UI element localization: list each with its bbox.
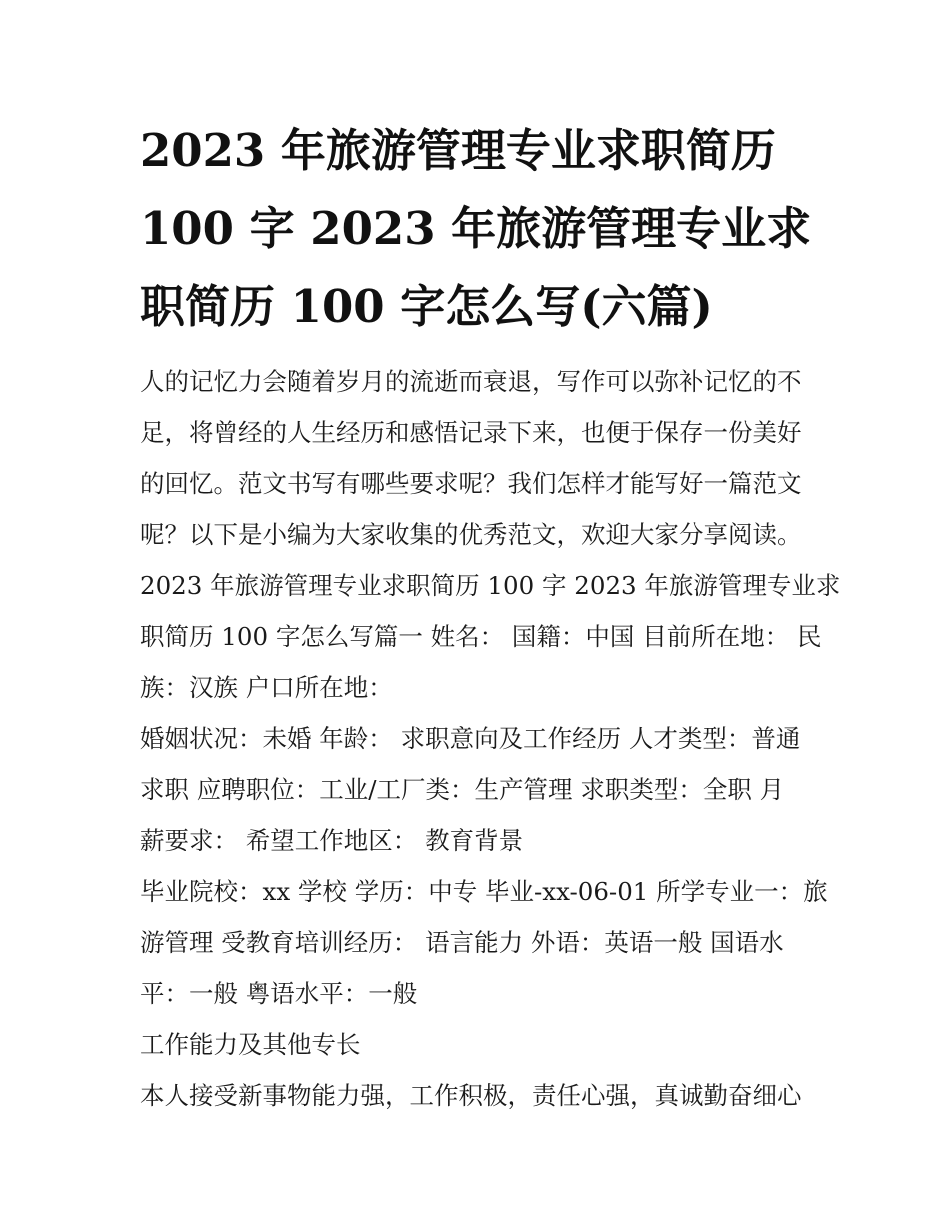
body-line-marital: 婚姻状况：未婚 年龄： 求职意向及工作经历 人才类型：普通 [140,724,801,753]
body-line-education-2: 游管理 受教育培训经历： 语言能力 外语：英语一般 国语水 [140,928,784,957]
body-line-skills-heading: 工作能力及其他专长 [140,1030,361,1059]
title-line-3: 职简历 100 字怎么写(六篇) [140,280,713,333]
body-line-intro-2: 足，将曾经的人生经历和感悟记录下来，也便于保存一份美好 [140,418,802,447]
body-line-education-1: 毕业院校：xx 学校 学历：中专 毕业-xx-06-01 所学专业一：旅 [140,877,828,906]
body-line-personal-2: 族：汉族 户口所在地： [140,673,393,702]
document-body [140,356,841,1121]
body-line-skills-text: 本人接受新事物能力强，工作积极，责任心强，真诚勤奋细心 [140,1081,802,1110]
body-line-intro-3: 的回忆。范文书写有哪些要求呢？我们怎样才能写好一篇范文 [140,469,802,498]
body-line-intro-1: 人的记忆力会随着岁月的流逝而衰退，写作可以弥补记忆的不 [140,367,802,396]
body-line-salary: 薪要求： 希望工作地区： 教育背景 [140,826,524,855]
title-line-1: 2023 年旅游管理专业求职简历 [140,124,776,177]
body-line-language: 平：一般 粤语水平：一般 [140,979,418,1008]
body-line-heading-1: 2023 年旅游管理专业求职简历 100 字 2023 年旅游管理专业求 [140,571,841,600]
body-line-intro-4: 呢？以下是小编为大家收集的优秀范文，欢迎大家分享阅读。 [140,520,802,549]
title-line-2: 100 字 2023 年旅游管理专业求 [140,202,812,255]
document-title [140,112,820,346]
body-line-personal-1: 职简历 100 字怎么写篇一 姓名： 国籍：中国 目前所在地： 民 [140,622,822,651]
body-line-job-intent: 求职 应聘职位：工业/工厂类：生产管理 求职类型：全职 月 [140,775,785,804]
